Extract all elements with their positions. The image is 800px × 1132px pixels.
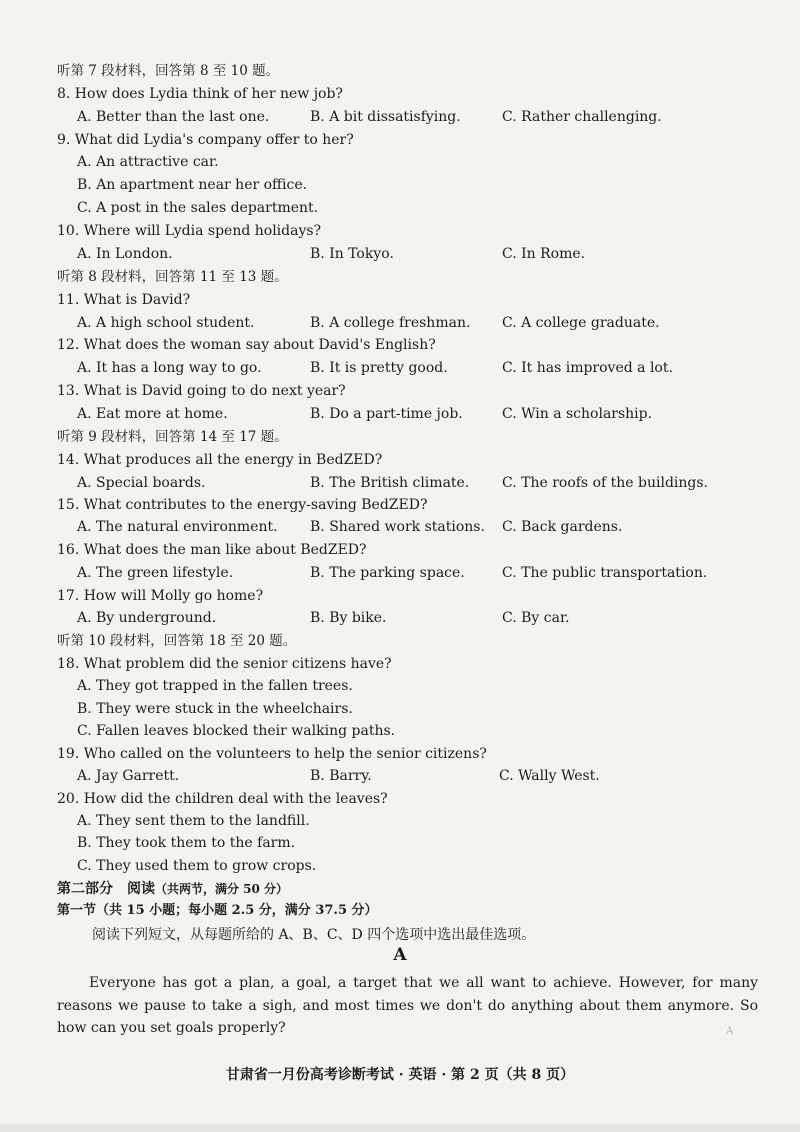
q14-option-b: B. The British climate. — [310, 475, 470, 491]
q15-option-a: A. The natural environment. — [77, 519, 278, 535]
q16-option-b: B. The parking space. — [310, 565, 465, 581]
q12-option-a: A. It has a long way to go. — [77, 360, 262, 376]
q17-option-a: A. By underground. — [77, 610, 217, 626]
question-18-stem: 18. What problem did the senior citizens have? — [57, 656, 392, 672]
section-heading-9: 听第 9 段材料，回答第 14 至 17 题。 — [57, 429, 288, 445]
part-two-title: 第二部分 阅读 — [57, 881, 155, 897]
question-10-stem: 10. Where will Lydia spend holidays? — [57, 223, 322, 239]
q10-option-b: B. In Tokyo. — [310, 246, 394, 262]
q17-option-b: B. By bike. — [310, 610, 387, 626]
section-heading-10: 听第 10 段材料，回答第 18 至 20 题。 — [57, 633, 297, 649]
q11-option-a: A. A high school student. — [77, 315, 255, 331]
q12-option-b: B. It is pretty good. — [310, 360, 448, 376]
corner-mark: A — [726, 1026, 734, 1037]
q8-option-a: A. Better than the last one. — [77, 109, 270, 125]
reading-instruction: 阅读下列短文，从每题所给的 A、B、C、D 四个选项中选出最佳选项。 — [92, 927, 536, 943]
question-9-stem: 9. What did Lydia's company offer to her? — [57, 132, 354, 148]
q15-option-c: C. Back gardens. — [502, 519, 623, 535]
q16-option-c: C. The public transportation. — [502, 565, 708, 581]
q18-option-b: B. They were stuck in the wheelchairs. — [77, 701, 353, 717]
q17-option-c: C. By car. — [502, 610, 570, 626]
q14-option-a: A. Special boards. — [77, 475, 206, 491]
q19-option-c: C. Wally West. — [499, 768, 600, 784]
part-two-note: （共两节，满分 50 分） — [155, 882, 289, 896]
q13-option-c: C. Win a scholarship. — [502, 406, 653, 422]
question-17-stem: 17. How will Molly go home? — [57, 588, 264, 604]
scan-edge — [0, 1124, 800, 1132]
q20-option-b: B. They took them to the farm. — [77, 835, 296, 851]
q13-option-b: B. Do a part-time job. — [310, 406, 463, 422]
q19-option-b: B. Barry. — [310, 768, 372, 784]
passage-paragraph: Everyone has got a plan, a goal, a target that we all want to achieve. However, for many reasons we pause to take a sigh, and most times we don't do anything about them anymore. So how can you set goals properly? — [57, 975, 758, 1036]
question-16-stem: 16. What does the man like about BedZED? — [57, 542, 367, 558]
question-8-stem: 8. How does Lydia think of her new job? — [57, 86, 343, 102]
question-15-stem: 15. What contributes to the energy-saving BedZED? — [57, 497, 428, 513]
q9-option-a: A. An attractive car. — [77, 154, 219, 170]
section-one-heading: 第一节（共 15 小题；每小题 2.5 分，满分 37.5 分） — [57, 903, 378, 918]
q8-option-c: C. Rather challenging. — [502, 109, 662, 125]
question-11-stem: 11. What is David? — [57, 292, 191, 308]
q13-option-a: A. Eat more at home. — [77, 406, 228, 422]
section-heading-7: 听第 7 段材料，回答第 8 至 10 题。 — [57, 63, 280, 79]
q20-option-a: A. They sent them to the landfill. — [77, 813, 310, 829]
section-heading-8: 听第 8 段材料，回答第 11 至 13 题。 — [57, 269, 288, 285]
q9-option-c: C. A post in the sales department. — [77, 200, 319, 216]
q20-option-c: C. They used them to grow crops. — [77, 858, 317, 874]
q15-option-b: B. Shared work stations. — [310, 519, 485, 535]
q14-option-c: C. The roofs of the buildings. — [502, 475, 708, 491]
q8-option-b: B. A bit dissatisfying. — [310, 109, 461, 125]
q10-option-a: A. In London. — [77, 246, 173, 262]
q10-option-c: C. In Rome. — [502, 246, 586, 262]
question-12-stem: 12. What does the woman say about David's English? — [57, 337, 436, 353]
question-14-stem: 14. What produces all the energy in BedZED? — [57, 452, 383, 468]
passage-label: A — [393, 945, 407, 965]
q18-option-c: C. Fallen leaves blocked their walking paths. — [77, 723, 396, 739]
page-footer: 甘肃省一月份高考诊断考试 · 英语 · 第 2 页（共 8 页） — [225, 1067, 575, 1083]
q12-option-c: C. It has improved a lot. — [502, 360, 673, 376]
part-two-heading — [0, 880, 800, 898]
q18-option-a: A. They got trapped in the fallen trees. — [77, 678, 353, 694]
question-13-stem: 13. What is David going to do next year? — [57, 383, 346, 399]
q11-option-c: C. A college graduate. — [502, 315, 660, 331]
q19-option-a: A. Jay Garrett. — [77, 768, 180, 784]
q16-option-a: A. The green lifestyle. — [77, 565, 234, 581]
q9-option-b: B. An apartment near her office. — [77, 177, 308, 193]
q11-option-b: B. A college freshman. — [310, 315, 471, 331]
question-19-stem: 19. Who called on the volunteers to help the senior citizens? — [57, 746, 487, 762]
question-20-stem: 20. How did the children deal with the leaves? — [57, 791, 388, 807]
